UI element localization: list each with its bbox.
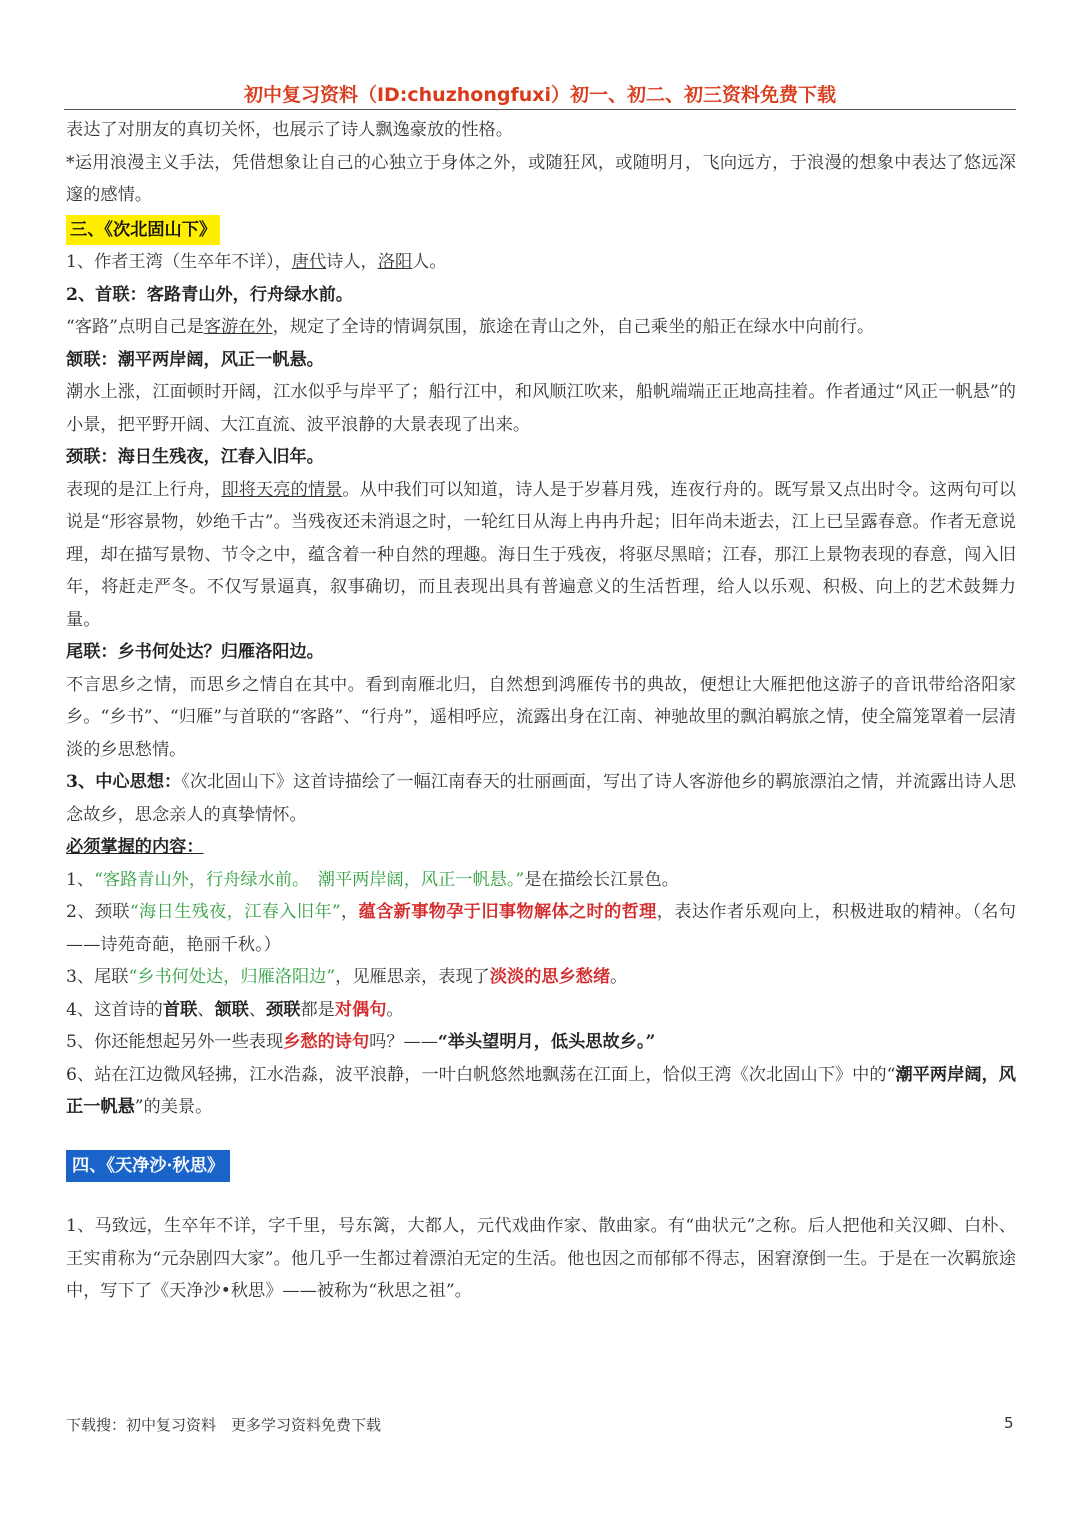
underlined-term: 洛阳 — [377, 252, 413, 272]
paragraph: 不言思乡之情，而思乡之情自在其中。看到南雁北归，自然想到鸿雁传书的典故，便想让大雁把他这游子的音讯带给洛阳家乡。“乡书”、“归雁”与首联的“客路”、“行舟”，遥相呼应，流露出身在江南、神驰故里的飘泊羁旅之情，使全篇笼罩着一层清淡的乡思愁情。 — [66, 674, 1016, 760]
couplet-heading: 颈联：海日生残夜，江春入旧年。 — [66, 447, 324, 467]
page-number: 5 — [1004, 1414, 1014, 1432]
couplet-heading: 2、首联：客路青山外，行舟绿水前。 — [66, 284, 353, 305]
document-body — [66, 114, 1016, 1308]
must-know-heading: 必须掌握的内容： — [66, 837, 204, 857]
must-item-3: 3、尾联“乡书何处达，归雁洛阳边”，见雁思亲，表现了淡淡的思乡愁绪。 — [66, 967, 628, 987]
must-item-6: 6、站在江边微风轻拂，江水浩淼，波平浪静，一叶白帆悠然地飘荡在江面上，恰似王湾《次北固山下》中的“潮平两岸阔，风正一帆悬”的美景。 — [66, 1064, 1016, 1117]
page-header: 初中复习资料（ID:chuzhongfuxi）初一、初二、初三资料免费下载 — [243, 84, 837, 106]
paragraph: 表现的是江上行舟，即将天亮的情景。从中我们可以知道，诗人是于岁暮月残，连夜行舟的。既写景又点出时令。这两句可以说是“形容景物，妙绝千古”。当残夜还未消退之时，一轮红日从海上冉冉升起；旧年尚未逝去，江上已呈露春意。作者无意说理，却在描写景物、节令之中，蕴含着一种自然的理趣。海日生于残夜，将驱尽黑暗；江春，那江上景物表现的春意，闯入旧年，将赶走严冬。不仅写景逼真，叙事确切，而且表现出具有普遍意义的生活哲理，给人以乐观、积极、向上的艺术鼓舞力量。 — [66, 479, 1016, 630]
must-item-5: 5、你还能想起另外一些表现乡愁的诗句吗？——“举头望明月，低头思故乡。” — [66, 1032, 656, 1052]
paragraph: 潮水上涨，江面顿时开阔，江水似乎与岸平了；船行江中，和风顺江吹来，船帆端端正正地高挂着。作者通过“风正一帆悬”的小景，把平野开阔、大江直流、波平浪静的大景表现了出来。 — [66, 382, 1016, 435]
must-item-4: 4、这首诗的首联、颔联、颈联都是对偶句。 — [66, 999, 404, 1020]
couplet-heading: 尾联：乡书何处达？归雁洛阳边。 — [66, 642, 324, 662]
couplet-heading: 颔联：潮平两岸阔，风正一帆悬。 — [66, 349, 324, 370]
header-divider — [64, 109, 1016, 110]
section-heading-3: 三、《次北固山下》 — [66, 215, 220, 245]
paragraph: 1、马致远，生卒年不详，字千里，号东篱，大都人，元代戏曲作家、散曲家。有“曲状元”之称。后人把他和关汉卿、白朴、王实甫称为“元杂剧四大家”。他几乎一生都过着漂泊无定的生活。他也因之而郁郁不得志，困窘潦倒一生。于是在一次羁旅途中，写下了《天净沙•秋思》——被称为“秋思之祖”。 — [66, 1216, 1016, 1301]
underlined-term: 客游在外 — [203, 317, 273, 337]
paragraph: *运用浪漫主义手法，凭借想象让自己的心独立于身体之外，或随狂风，或随明月，飞向远方，于浪漫的想象中表达了悠远深邃的感情。 — [66, 152, 1016, 205]
must-item-2: 2、颈联“海日生残夜，江春入旧年”，蕴含新事物孕于旧事物解体之时的哲理，表达作者乐观向上，积极进取的精神。（名句——诗苑奇葩，艳丽千秋。） — [66, 902, 1016, 955]
paragraph: “客路”点明自己是客游在外，规定了全诗的情调氛围，旅途在青山之外，自己乘坐的船正在绿水中向前行。 — [66, 317, 875, 337]
section-heading-4: 四、《天净沙·秋思》 — [66, 1150, 230, 1182]
center-idea: 3、中心思想：《次北固山下》这首诗描绘了一幅江南春天的壮丽画面，写出了诗人客游他乡的羁旅漂泊之情，并流露出诗人思念故乡，思念亲人的真挚情怀。 — [66, 772, 1017, 825]
must-item-1: 1、“客路青山外，行舟绿水前。 潮平两岸阔，风正一帆悬。”是在描绘长江景色。 — [66, 869, 679, 890]
paragraph: 表达了对朋友的真切关怀，也展示了诗人飘逸豪放的性格。 — [66, 120, 513, 140]
author-line: 1、作者王湾（生卒年不详），唐代诗人，洛阳人。 — [66, 252, 447, 272]
footer-note: 下载搜：初中复习资料 更多学习资料免费下载 — [66, 1416, 382, 1434]
underlined-term: 即将天亮的情景 — [221, 479, 343, 500]
underlined-term: 唐代 — [291, 252, 327, 272]
